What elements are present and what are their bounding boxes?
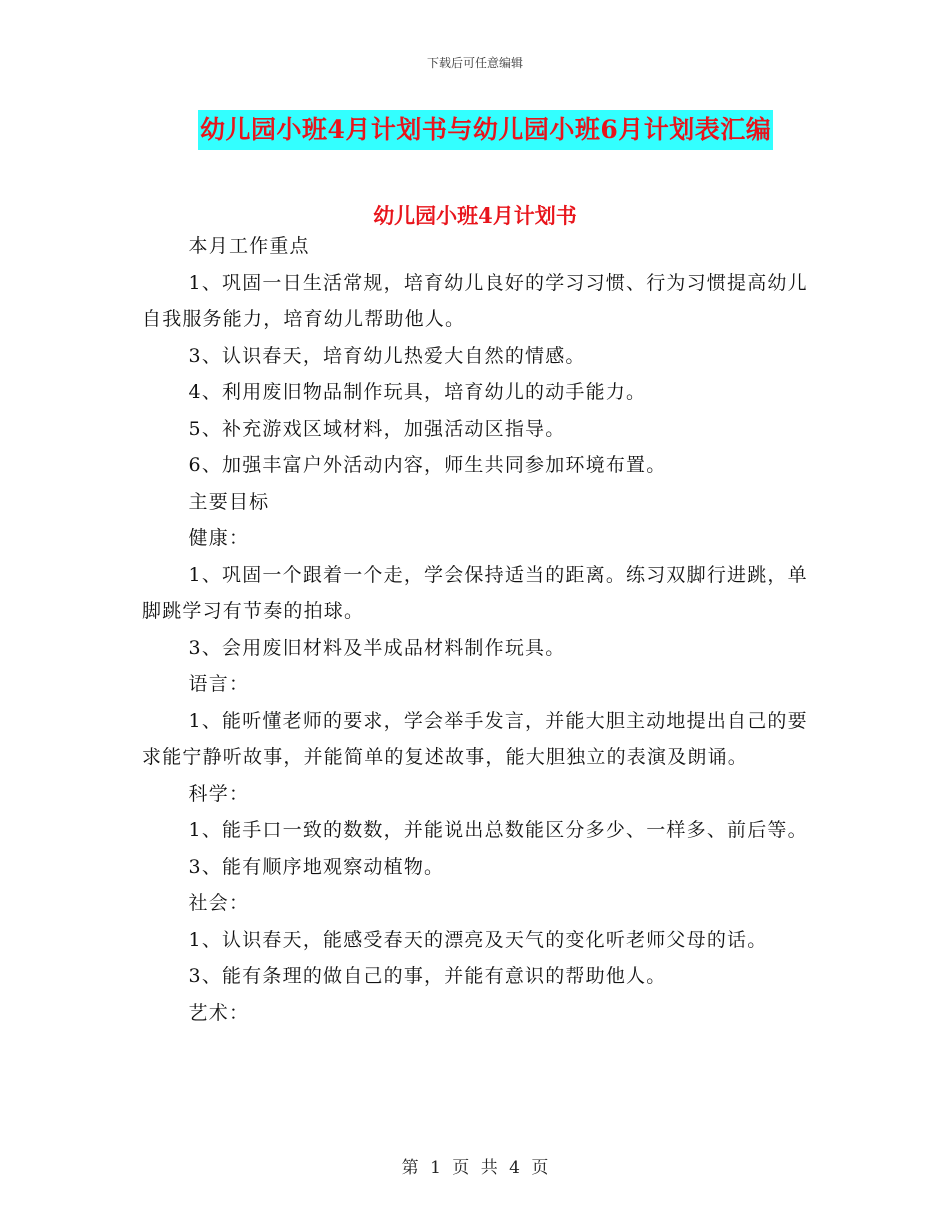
paragraph: 健康： (188, 527, 250, 549)
paragraph: 本月工作重点 (188, 235, 310, 257)
paragraph: 艺术： (188, 1001, 250, 1024)
paragraph: 1、能手口一致的数数，并能说出总数能区分多少、一样多、前后等。 (188, 819, 808, 841)
paragraph: 3、能有条理的做自己的事，并能有意识的帮助他人。 (188, 965, 667, 987)
paragraph: 1、巩固一个跟着一个走，学会保持适当的距离。练习双脚行进跳，单脚跳学习有节奏的拍球。 (142, 563, 808, 622)
paragraph: 3、能有顺序地观察动植物。 (188, 855, 445, 878)
paragraph: 1、认识春天，能感受春天的漂亮及天气的变化听老师父母的话。 (188, 928, 768, 951)
paragraph: 科学： (188, 782, 250, 805)
paragraph: 社会： (188, 892, 250, 914)
paragraph: 5、补充游戏区域材料，加强活动区指导。 (188, 417, 566, 440)
paragraph: 3、认识春天，培育幼儿热爱大自然的情感。 (188, 344, 586, 367)
paragraph: 1、能听懂老师的要求，学会举手发言，并能大胆主动地提出自己的要求能宁静听故事，并能简单的复述故事，能大胆独立的表演及朗诵。 (142, 709, 808, 768)
paragraph: 1、巩固一日生活常规，培育幼儿良好的学习习惯、行为习惯提高幼儿自我服务能力，培育幼儿帮助他人。 (142, 271, 808, 330)
page-number-footer: 第 1 页 共 4 页 (401, 1158, 549, 1178)
document-title: 幼儿园小班4月计划书与幼儿园小班6月计划表汇编 (198, 110, 773, 150)
paragraph: 语言： (188, 673, 250, 695)
page-header-note: 下载后可任意编辑 (426, 56, 523, 70)
section-title: 幼儿园小班4月计划书 (373, 203, 577, 228)
document-body (142, 228, 818, 1031)
paragraph: 3、会用废旧材料及半成品材料制作玩具。 (188, 636, 566, 659)
paragraph: 6、加强丰富户外活动内容，师生共同参加环境布置。 (188, 454, 667, 476)
paragraph: 4、利用废旧物品制作玩具，培育幼儿的动手能力。 (188, 381, 647, 403)
paragraph: 主要目标 (188, 490, 270, 513)
